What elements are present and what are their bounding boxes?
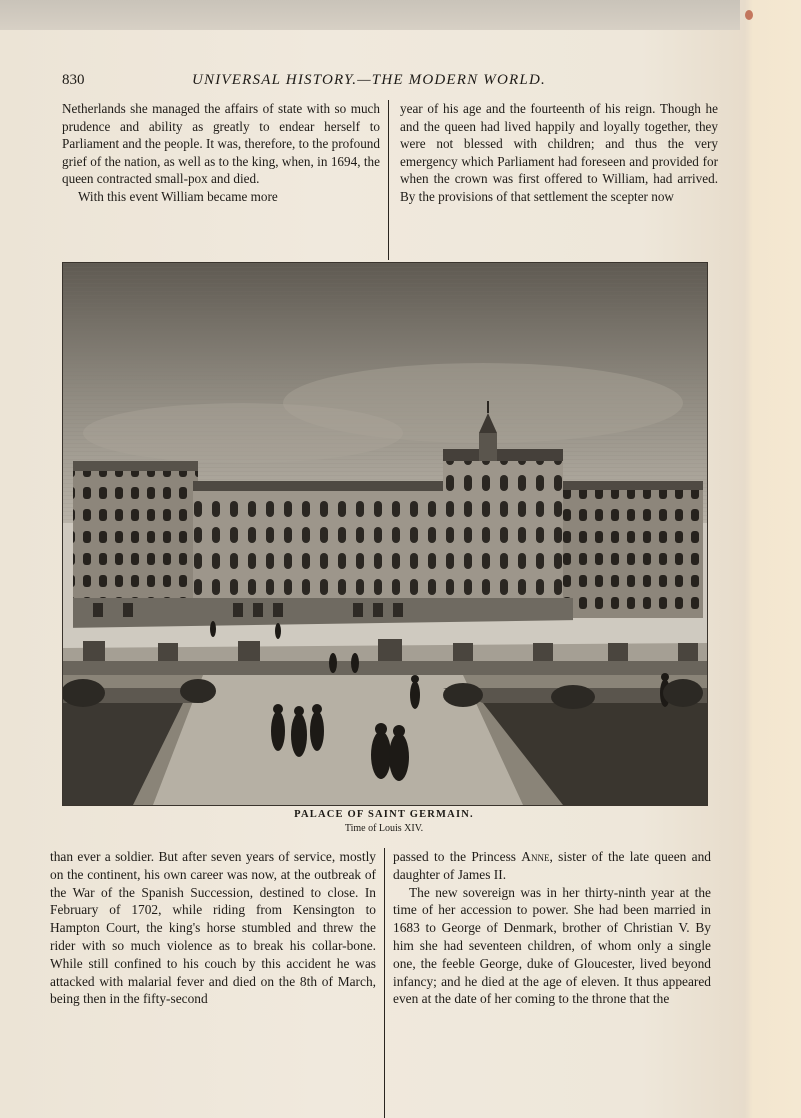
ink-smudge [745, 10, 753, 20]
figure-caption [62, 808, 706, 836]
text-run: passed to the Princess [393, 849, 522, 864]
caption-title: PALACE OF SAINT GERMAIN. [294, 809, 474, 820]
text-run: , sister of the late queen and daughter of James II. [393, 849, 711, 882]
paragraph [393, 848, 711, 884]
palace-engraving-svg [63, 263, 707, 805]
top-left-column [62, 100, 380, 206]
column-divider [384, 848, 385, 1118]
running-title: UNIVERSAL HISTORY.—THE MODERN WORLD. [192, 72, 546, 88]
column-divider [388, 100, 389, 260]
page-header [62, 72, 722, 92]
paragraph: Netherlands she managed the affairs of state with so much prudence and ability as greatly to endear herself to Parliament and the people. It was, therefore, to the profound grief of the nation, as well as to the king, when, in 1694, the queen contracted small-pox and died. [62, 101, 380, 187]
top-right-column [400, 100, 718, 206]
bottom-left-column [50, 848, 376, 1008]
princess-anne-name: Anne [521, 849, 550, 864]
bottom-right-column [393, 848, 711, 1008]
caption-subtitle: Time of Louis XIV. [344, 823, 424, 834]
scanner-background-edge [0, 0, 740, 30]
page-number: 830 [62, 72, 85, 88]
paragraph: than ever a soldier. But after seven years of service, mostly on the continent, his own career was now, at the outbreak of the War of the Spanish Succession, destined to close. In February of 1702, while riding from Kensington to Hampton Court, the king's horse stumbled and threw the rider with so much violence as to break his collar-bone. While still confined to his couch by this accident he was attacked with malarial fever and died on the 8th of March, being then in the fifty-second [50, 849, 376, 1007]
paragraph: With this event William became more [78, 188, 278, 204]
paragraph: year of his age and the fourteenth of his reign. Though he and the queen had lived happily and loyally together, they were not blessed with children; and thus the very emergency which Parliament had foreseen and provided for when the crown was first offered to William, had arrived. By the provisions of that settlement the scepter now [400, 101, 718, 204]
paragraph: The new sovereign was in her thirty-ninth year at the time of her accession to power. She had been married in 1683 to George of Denmark, brother of Christian V. By him she had seventeen children, of whom only a single one, the feeble George, duke of Gloucester, lived beyond infancy; and he died at the age of eleven. It thus appeared even at the date of her coming to the throne that the [393, 884, 711, 1007]
engraving-palace-illustration [62, 262, 708, 806]
